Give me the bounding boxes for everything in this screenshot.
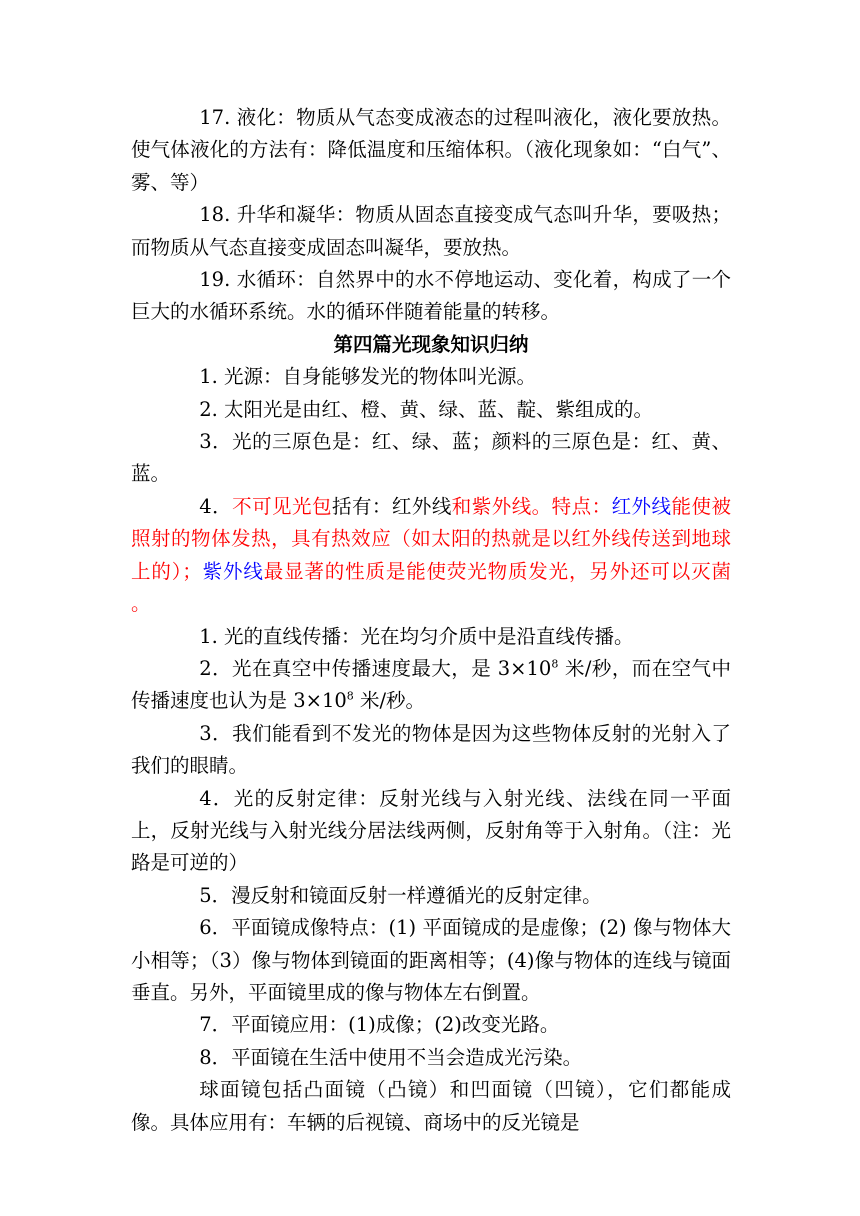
paragraph-diffuse-reflection: 5．漫反射和镜面反射一样遵循光的反射定律。 bbox=[199, 883, 602, 907]
paragraph-see-objects: 3．我们能看到不发光的物体是因为这些物体反射的光射入了我们的眼睛。 bbox=[131, 721, 731, 778]
paragraph-plane-mirror-uses: 7．平面镜应用：(1)成像；(2)改变光路。 bbox=[199, 1013, 560, 1037]
highlight-blue: 红外线 bbox=[611, 494, 672, 518]
document-page bbox=[131, 102, 731, 1139]
paragraph-sunlight: 2. 太阳光是由红、橙、黄、绿、蓝、靛、紫组成的。 bbox=[199, 397, 654, 421]
paragraph-19-water-cycle: 19. 水循环：自然界中的水不停地运动、变化着，构成了一个巨大的水循环系统。水的循环伴随着能量的转移。 bbox=[131, 268, 731, 324]
paragraph-light-speed: 2．光在真空中传播速度最大，是 $3\times 10^8$ 米/秒，而在空气中传播速度也认为是 $3\times 10^8$ 米/秒。 bbox=[131, 656, 731, 713]
paragraph-primary-colors: 3．光的三原色是：红、绿、蓝；颜料的三原色是：红、黄、蓝。 bbox=[131, 430, 731, 486]
paragraph-18-sublimation: 18. 升华和凝华：物质从固态直接变成气态叫升华，要吸热；而物质从气态直接变成固态叫凝华，要放热。 bbox=[131, 203, 731, 259]
exponent: 8 bbox=[551, 657, 559, 671]
highlight-blue: 紫外线 bbox=[201, 559, 264, 583]
item-number: 4． bbox=[199, 494, 233, 518]
paragraph-reflection-law: 4．光的反射定律：反射光线与入射光线、法线在同一平面上，反射光线与入射光线分居法线两侧，反射角等于入射角。（注：光路是可逆的） bbox=[131, 786, 731, 875]
paragraph-spherical-mirrors: 球面镜包括凸面镜（凸镜）和凹面镜（凹镜），它们都能成像。具体应用有：车辆的后视镜、商场中的反光镜是 bbox=[131, 1078, 731, 1134]
paragraph-plane-mirror-features: 6．平面镜成像特点：(1) 平面镜成的是虚像；(2) 像与物体大小相等；（3）像与物体到镜面的距离相等；(4)像与物体的连线与镜面垂直。另外，平面镜里成的像与物体左右倒置。 bbox=[131, 916, 731, 1004]
highlight-red: 能使被照射的物体发热，具有热效应（如太阳的热就是以红外线传送到地球上的）； bbox=[131, 494, 731, 583]
section-heading: 第四篇光现象知识归纳 bbox=[333, 332, 529, 356]
paragraph-light-source: 1. 光源：自身能够发光的物体叫光源。 bbox=[199, 365, 537, 389]
paragraph-rectilinear: 1. 光的直线传播：光在均匀介质中是沿直线传播。 bbox=[199, 624, 634, 648]
highlight-red: 不可见光包 bbox=[232, 494, 332, 518]
paragraph-17-liquefaction: 17. 液化：物质从气态变成液态的过程叫液化，液化要放热。使气体液化的方法有：降低温度和压缩体积。（液化现象如：“白气”、雾、等） bbox=[131, 106, 731, 194]
exponent: 8 bbox=[346, 689, 354, 703]
paragraph-light-pollution: 8．平面镜在生活中使用不当会造成光污染。 bbox=[199, 1045, 583, 1069]
paragraph-invisible-light: 4．不可见光包括有：红外线和紫外线。特点：红外线能使被照射的物体发热，具有热效应（如太阳的热就是以红外线传送到地球上的）；紫外线最显著的性质是能使荧光物质发光，另外还可以灭菌 。 bbox=[131, 494, 731, 616]
highlight-red: 和紫外线。特点： bbox=[451, 494, 612, 518]
highlight-red: 最显著的性质是能使荧光物质发光，另外还可以灭菌 。 bbox=[131, 559, 731, 616]
